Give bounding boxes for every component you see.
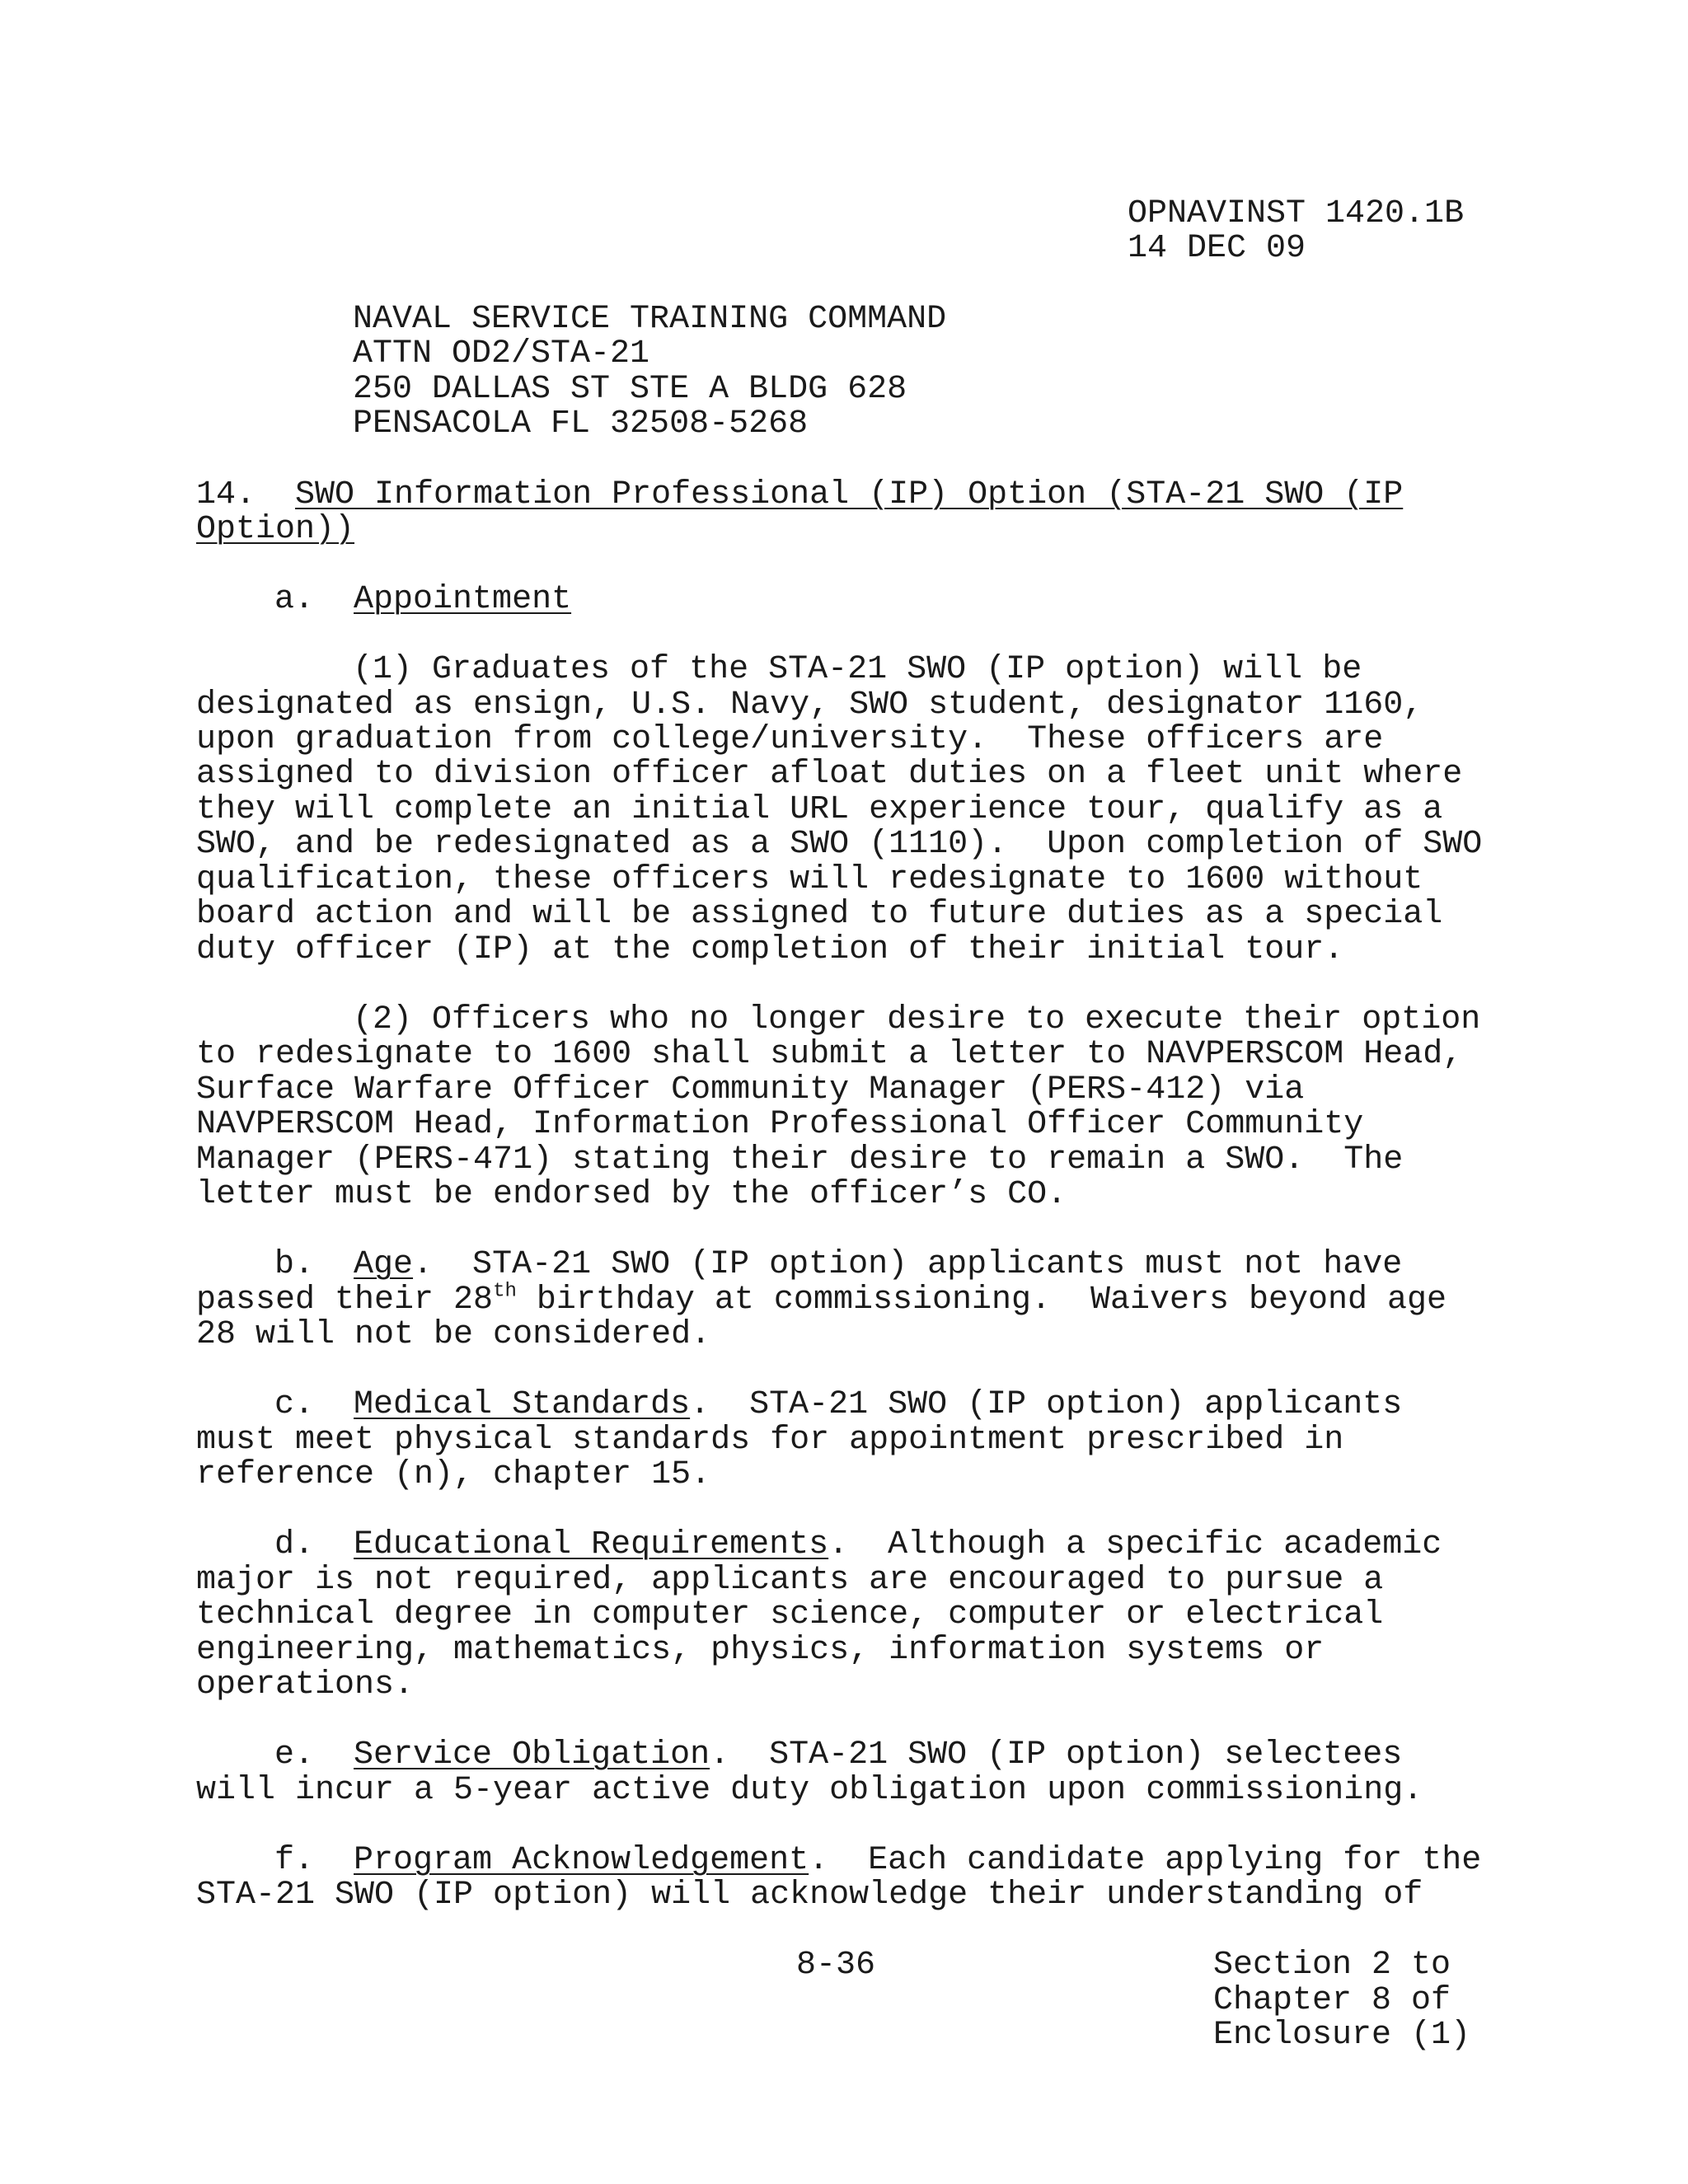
para-text: birthday at commissioning. Waivers beyond age: [516, 1282, 1447, 1319]
para-d-line: technical degree in computer science, computer or electrical: [196, 1596, 1384, 1633]
ordinal-suffix: th: [493, 1280, 517, 1303]
instruction-date: 14 DEC 09: [1128, 230, 1306, 267]
para-e-line: will incur a 5-year active duty obligation upon commissioning.: [196, 1772, 1423, 1809]
para-text: . STA-21 SWO (IP option) selectees: [710, 1736, 1403, 1774]
para-label: a.: [274, 581, 315, 618]
para-b-line: 28 will not be considered.: [196, 1316, 711, 1353]
para-a2-text: to redesignate to 1600 shall submit a letter to NAVPERSCOM Head,: [196, 1036, 1463, 1073]
para-heading: Educational Requirements: [354, 1526, 829, 1563]
section-title-cont: Option)): [196, 511, 355, 548]
para-text: . STA-21 SWO (IP option) applicants must not have: [413, 1246, 1403, 1283]
address-line: PENSACOLA FL 32508-5268: [353, 405, 809, 443]
para-a2-text: Manager (PERS-471) stating their desire to remain a SWO. The: [196, 1141, 1404, 1179]
para-label: d.: [274, 1526, 315, 1563]
para-label: e.: [274, 1736, 315, 1774]
para-d-line: [274, 1527, 1442, 1563]
para-heading: Appointment: [354, 581, 572, 618]
para-d-line: operations.: [196, 1666, 415, 1704]
para-e-line: [274, 1737, 1402, 1774]
para-a-heading: [274, 582, 571, 618]
para-a1-text: board action and will be assigned to future duties as a special: [196, 896, 1443, 933]
para-d-line: major is not required, applicants are encouraged to pursue a: [196, 1562, 1384, 1599]
footer-location: Section 2 to: [1213, 1947, 1451, 1984]
para-a1-text: upon graduation from college/university. These officers are: [196, 721, 1384, 758]
para-c-line: reference (n), chapter 15.: [196, 1456, 711, 1493]
para-heading: Medical Standards: [354, 1386, 691, 1423]
para-text: passed their 28: [196, 1282, 494, 1319]
footer-location: Enclosure (1): [1213, 2017, 1471, 2054]
para-text: . STA-21 SWO (IP option) applicants: [690, 1386, 1403, 1423]
para-heading: Service Obligation: [354, 1736, 710, 1774]
para-b-line: [274, 1247, 1402, 1283]
para-c-line: must meet physical standards for appointment prescribed in: [196, 1422, 1344, 1459]
page-number: 8-36: [796, 1947, 876, 1984]
para-a1-text: assigned to division officer afloat duties on a fleet unit where: [196, 756, 1463, 793]
para-d-line: engineering, mathematics, physics, information systems or: [196, 1632, 1325, 1669]
para-a1-text: qualification, these officers will redesignate to 1600 without: [196, 861, 1423, 898]
para-a1-text: SWO, and be redesignated as a SWO (1110). Upon completion of SWO: [196, 826, 1483, 863]
para-label: b.: [274, 1246, 315, 1283]
para-a1-text: designated as ensign, U.S. Navy, SWO student, designator 1160,: [196, 687, 1423, 724]
para-text: . Although a specific academic: [828, 1526, 1442, 1563]
para-a2-text: (2) Officers who no longer desire to execute their option: [353, 1001, 1481, 1038]
para-a1-text: (1) Graduates of the STA-21 SWO (IP option) will be: [353, 651, 1362, 688]
para-f-line: STA-21 SWO (IP option) will acknowledge their understanding of: [196, 1877, 1423, 1914]
instruction-number: OPNAVINST 1420.1B: [1128, 195, 1465, 232]
para-a2-text: NAVPERSCOM Head, Information Professional Officer Community: [196, 1106, 1364, 1143]
para-heading: Program Acknowledgement: [354, 1842, 809, 1879]
section-number: 14.: [196, 476, 256, 513]
para-c-line: [274, 1387, 1402, 1423]
address-line: 250 DALLAS ST STE A BLDG 628: [353, 371, 907, 408]
para-a1-text: duty officer (IP) at the completion of their initial tour.: [196, 931, 1344, 968]
para-b-line: [196, 1282, 1447, 1319]
address-line: NAVAL SERVICE TRAINING COMMAND: [353, 301, 947, 338]
footer-location: Chapter 8 of: [1213, 1982, 1451, 2019]
para-label: f.: [274, 1842, 315, 1879]
para-a2-text: Surface Warfare Officer Community Manager (PERS-412) via: [196, 1071, 1305, 1108]
para-a2-text: letter must be endorsed by the officer’s CO.: [196, 1176, 1067, 1213]
address-line: ATTN OD2/STA-21: [353, 335, 650, 373]
para-heading: Age: [354, 1246, 414, 1283]
section-14-heading: [196, 477, 1403, 513]
para-label: c.: [274, 1386, 315, 1423]
para-text: . Each candidate applying for the: [809, 1842, 1482, 1879]
section-title: SWO Information Professional (IP) Option (STA-21 SWO (IP: [295, 476, 1404, 513]
para-f-line: [274, 1843, 1481, 1879]
section-14-heading-cont: [196, 512, 354, 548]
para-a1-text: they will complete an initial URL experience tour, qualify as a: [196, 791, 1443, 828]
